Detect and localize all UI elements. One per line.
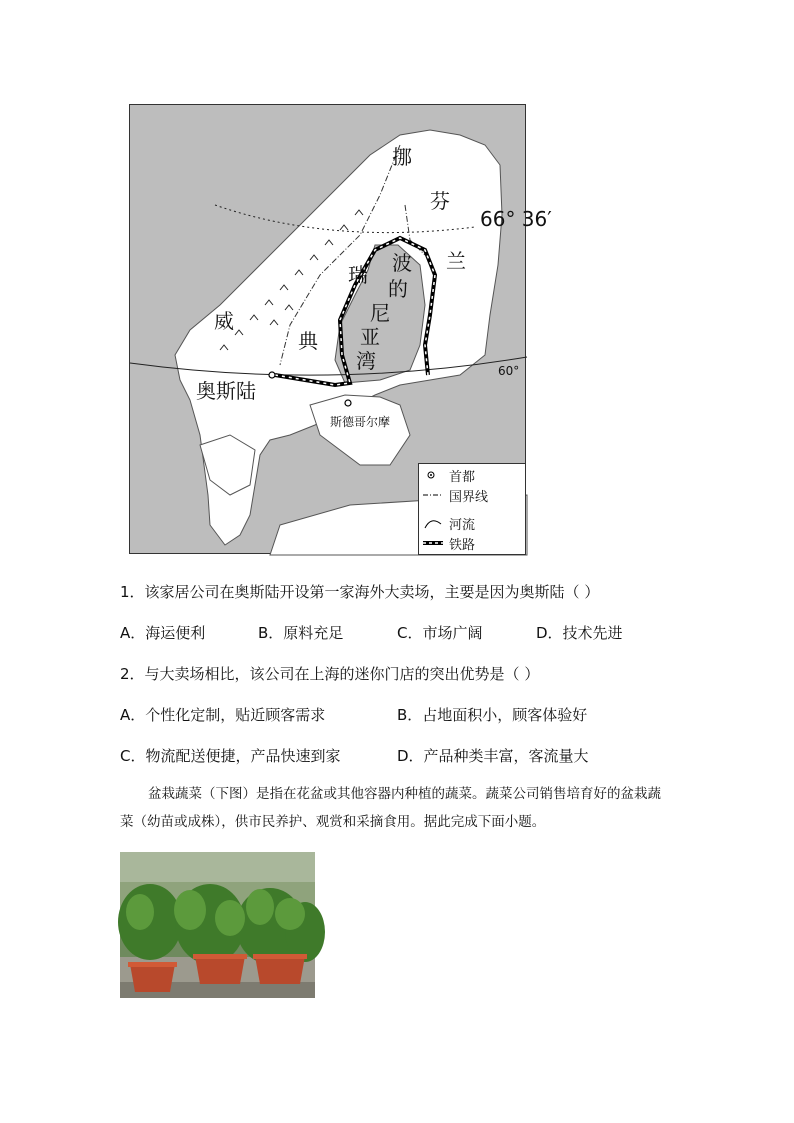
capital-stockholm-marker (345, 400, 351, 406)
q2-option-b[interactable]: B．占地面积小，顾客体验好 (397, 706, 588, 724)
pot-1 (130, 964, 175, 992)
capital-icon (423, 466, 443, 484)
passage (120, 780, 690, 836)
legend-railway (423, 534, 475, 552)
q1-option-a[interactable]: A．海运便利 (120, 624, 206, 642)
label-sweden-1: 瑞 (348, 263, 368, 287)
legend-border-label: 国界线 (449, 489, 489, 505)
railway-icon (423, 534, 443, 552)
question-2 (120, 663, 539, 684)
label-stockholm: 斯德哥尔摩 (330, 415, 391, 429)
legend-border (423, 486, 488, 504)
land-south (310, 395, 410, 465)
q1-option-b[interactable]: B．原料充足 (258, 624, 344, 642)
label-sweden-2: 典 (298, 329, 318, 353)
legend-capital (423, 466, 475, 484)
passage-line-2: 菜（幼苗或成株），供市民养护、观赏和采摘食用。据此完成下面小题。 (120, 814, 546, 830)
border-line-icon (423, 486, 443, 504)
scandinavia-map (129, 104, 552, 554)
pot-2 (195, 956, 245, 984)
passage-line-1: 盆栽蔬菜（下图）是指在花盆或其他容器内种植的蔬菜。蔬菜公司销售培育好的盆栽蔬 (148, 786, 661, 802)
q1-option-d[interactable]: D．技术先进 (536, 624, 623, 642)
label-norway-west: 威 (214, 309, 234, 333)
label-gulf-4: 亚 (360, 325, 380, 349)
map-legend (418, 463, 526, 555)
question-2-text: 与大卖场相比，该公司在上海的迷你门店的突出优势是（ ） (144, 665, 540, 683)
question-1-text: 该家居公司在奥斯陆开设第一家海外大卖场，主要是因为奥斯陆（ ） (144, 583, 600, 601)
label-lat-60: 60° (498, 364, 520, 378)
potted-vegetables-drawing (120, 852, 315, 998)
legend-river-label: 河流 (449, 517, 476, 533)
label-gulf-3: 尼 (370, 301, 390, 325)
question-2-number: 2． (120, 665, 145, 683)
legend-capital-label: 首都 (449, 469, 476, 485)
q2-option-c[interactable]: C．物流配送便捷，产品快速到家 (120, 747, 341, 765)
pot-3 (255, 956, 305, 984)
label-lat-arctic: 66° 36′ (480, 207, 552, 231)
q2-option-d[interactable]: D．产品种类丰富，客流量大 (397, 747, 589, 765)
question-1 (120, 581, 599, 602)
label-gulf-2: 的 (388, 277, 408, 301)
label-finland-1: 芬 (430, 189, 450, 213)
legend-river (423, 514, 475, 532)
potted-vegetables-photo (120, 852, 315, 998)
question-1-number: 1． (120, 583, 145, 601)
q2-option-a[interactable]: A．个性化定制，贴近顾客需求 (120, 706, 326, 724)
river-icon (423, 514, 443, 532)
legend-railway-label: 铁路 (449, 537, 476, 553)
label-norway-north: 挪 (392, 145, 412, 169)
label-gulf-1: 波 (392, 251, 412, 275)
capital-oslo-marker (269, 372, 275, 378)
label-finland-2: 兰 (446, 249, 466, 273)
q1-option-c[interactable]: C．市场广阔 (397, 624, 483, 642)
label-oslo: 奥斯陆 (196, 379, 256, 403)
label-gulf-5: 湾 (356, 349, 376, 373)
